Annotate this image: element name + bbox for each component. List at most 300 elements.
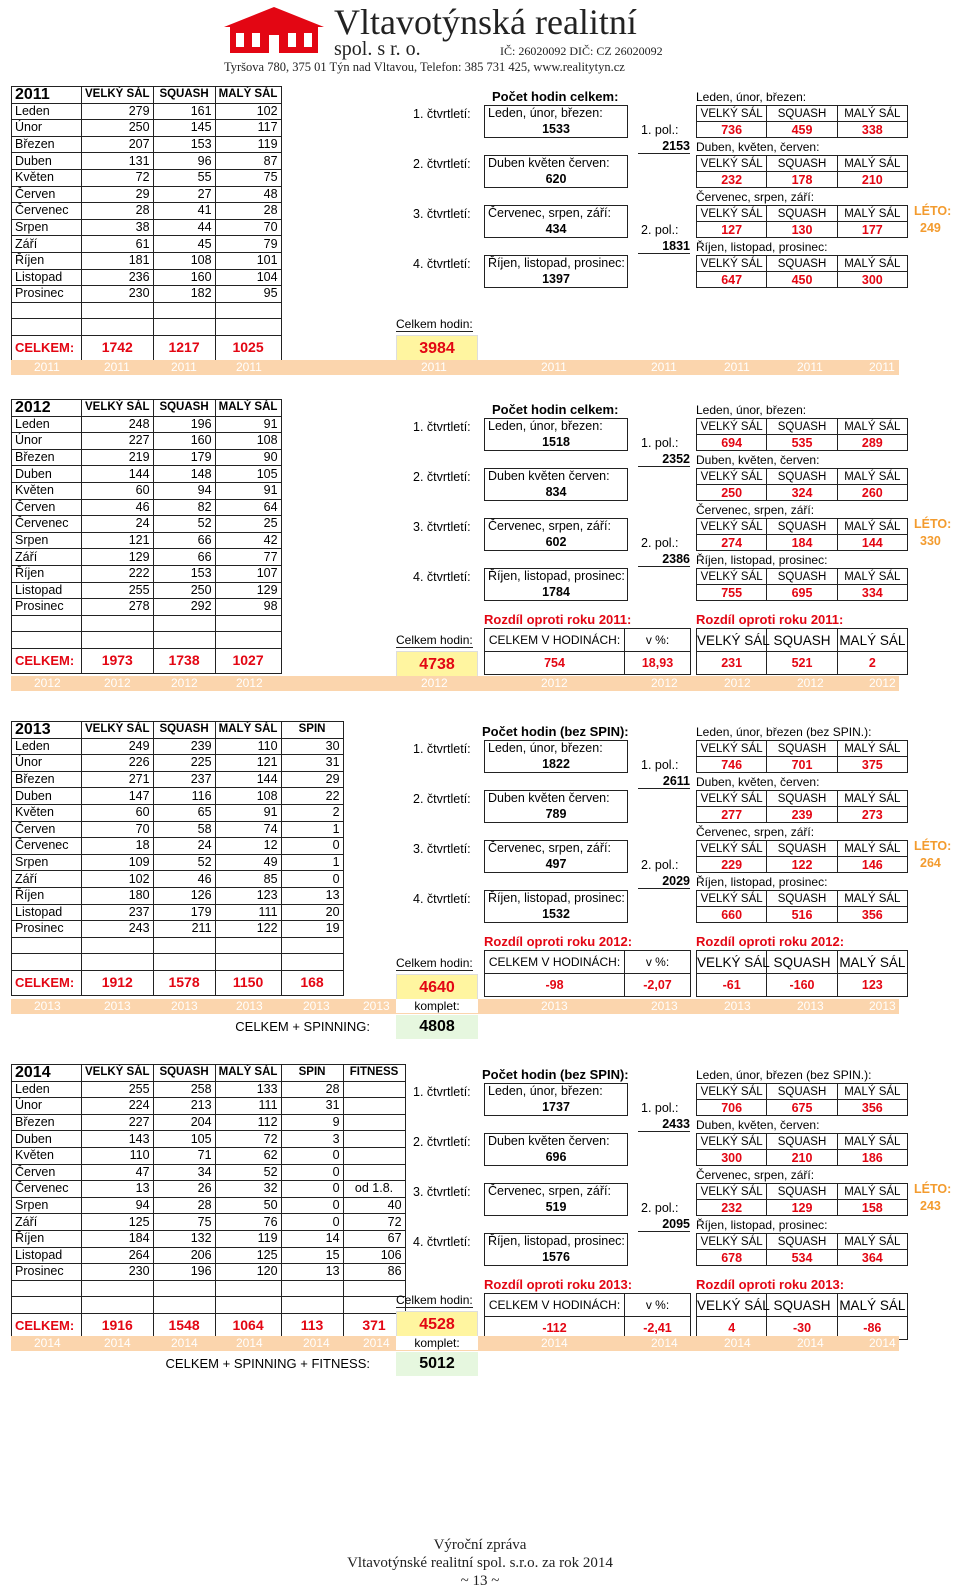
hours-header: Počet hodin celkem:	[492, 402, 619, 417]
cell-value: 179	[153, 904, 215, 921]
cell-value: 67	[343, 1230, 405, 1247]
quarter-hours: 834	[545, 484, 567, 499]
room-header-maly: MALÝ SÁL	[837, 1184, 907, 1200]
cell-value	[343, 1164, 405, 1181]
diff-room-header-maly: MALÝ SÁL	[837, 1294, 907, 1317]
table-header-row	[12, 1065, 406, 1082]
year-strip-label: 2014	[724, 1336, 751, 1350]
table-row	[12, 1197, 406, 1214]
cell-value: 47	[82, 1164, 154, 1181]
summer-label: LÉTO:	[914, 839, 952, 853]
summer-label: LÉTO:	[914, 517, 952, 531]
room-header-maly: MALÝ SÁL	[837, 419, 907, 435]
diff-room-value: -160	[767, 974, 837, 997]
blank-row	[12, 937, 344, 954]
diff-room-value: 4	[697, 1317, 767, 1340]
table-row	[12, 582, 282, 599]
cell-value: 144	[215, 771, 281, 788]
room-quarter-label: Duben, květen, červen:	[696, 453, 820, 467]
table-row	[12, 887, 344, 904]
year-strip-label: 2013	[797, 999, 824, 1013]
column-header-squash: SQUASH	[153, 1065, 215, 1082]
quarter-hours: 696	[545, 1149, 567, 1164]
room-quarter-table	[696, 568, 908, 601]
room-quarter-label: Říjen, listopad, prosinec:	[696, 240, 828, 254]
cell-value: 225	[153, 755, 215, 772]
cell-value: 70	[215, 219, 281, 236]
difference-table	[484, 950, 691, 997]
month-label: Říjen	[12, 887, 82, 904]
total-hours-value: 4528	[397, 1312, 478, 1339]
quarter-box	[484, 1183, 628, 1216]
month-label: Květen	[12, 804, 82, 821]
room-value: 129	[767, 1200, 837, 1216]
column-header-velky: VELKÝ SÁL	[82, 87, 154, 104]
cell-value: 112	[215, 1114, 281, 1131]
cell-value: 18	[82, 838, 154, 855]
blank-row	[12, 954, 344, 971]
column-header-spin: SPIN	[281, 1065, 343, 1082]
cell-value: 20	[281, 904, 343, 921]
half-year-label: 2. pol.:	[641, 858, 679, 872]
cell-value: 236	[82, 269, 154, 286]
totals-label: CELKEM:	[12, 970, 82, 995]
month-label: Leden	[12, 103, 82, 120]
cell-value: 77	[215, 549, 281, 566]
table-row	[12, 1114, 406, 1131]
cell-value: 94	[82, 1197, 154, 1214]
table-header-row	[12, 722, 344, 739]
cell-value: 117	[215, 120, 281, 137]
cell-value: 255	[82, 1081, 154, 1098]
difference-header: Rozdíl oproti roku 2013:	[484, 1277, 633, 1292]
total-value: 168	[281, 970, 343, 995]
table-row	[12, 252, 282, 269]
monthly-table	[11, 1064, 406, 1339]
room-quarter-label: Červenec, srpen, září:	[696, 190, 815, 204]
room-quarter-table	[696, 105, 908, 138]
cell-value: 13	[281, 887, 343, 904]
quarter-months: Říjen, listopad, prosinec:	[488, 891, 625, 906]
quarter-label: 2. čtvrtletí:	[413, 1135, 471, 1149]
total-value: 1064	[215, 1313, 281, 1338]
cell-value: 48	[215, 186, 281, 203]
difference-rooms-table	[696, 950, 908, 997]
cell-value: 85	[215, 871, 281, 888]
total-value: 371	[343, 1313, 405, 1338]
half-year-value: 2611	[638, 774, 690, 789]
quarter-box	[484, 790, 628, 823]
room-value: 338	[837, 122, 907, 138]
cell-value: 126	[153, 887, 215, 904]
quarter-label: 1. čtvrtletí:	[413, 420, 471, 434]
month-label: Duben	[12, 466, 82, 483]
quarter-label: 1. čtvrtletí:	[413, 742, 471, 756]
blank-row	[12, 319, 282, 336]
room-value: 144	[837, 535, 907, 551]
difference-rooms-header: Rozdíl oproti roku 2011:	[696, 612, 844, 627]
cell-value: 25	[215, 516, 281, 533]
room-value: 184	[767, 535, 837, 551]
room-header-velky: VELKÝ SÁL	[697, 569, 767, 585]
room-header-squash: SQUASH	[767, 1134, 837, 1150]
blank-cell	[82, 615, 154, 632]
room-header-velky: VELKÝ SÁL	[697, 519, 767, 535]
diff-room-header-maly: MALÝ SÁL	[837, 629, 907, 652]
room-header-velky: VELKÝ SÁL	[697, 1084, 767, 1100]
total-hours-box	[396, 335, 478, 363]
footer-company: Vltavotýnské realitní spol. s.r.o. za rok 2014	[347, 1555, 613, 1571]
room-header-squash: SQUASH	[767, 156, 837, 172]
total-value: 1742	[82, 335, 154, 360]
hours-header: Počet hodin celkem:	[492, 89, 619, 104]
year-strip-label: 2014	[303, 1336, 330, 1350]
cell-value: 133	[215, 1081, 281, 1098]
room-quarter-label: Červenec, srpen, září:	[696, 503, 815, 517]
year-label: 2012	[12, 400, 82, 417]
table-row	[12, 755, 344, 772]
cell-value: 74	[215, 821, 281, 838]
year-strip-label: 2014	[104, 1336, 131, 1350]
cell-value: 250	[153, 582, 215, 599]
cell-value: 50	[215, 1197, 281, 1214]
room-header-velky: VELKÝ SÁL	[697, 891, 767, 907]
room-header-velky: VELKÝ SÁL	[697, 106, 767, 122]
room-quarter-table	[696, 1133, 908, 1166]
half-year-value: 2386	[638, 552, 690, 567]
room-header-velky: VELKÝ SÁL	[697, 419, 767, 435]
room-value: 364	[837, 1250, 907, 1266]
cell-value: 213	[153, 1098, 215, 1115]
difference-rooms-table	[696, 628, 908, 675]
half-year-label: 2. pol.:	[641, 536, 679, 550]
room-value: 534	[767, 1250, 837, 1266]
column-header-maly: MALÝ SÁL	[215, 722, 281, 739]
room-header: Leden, únor, březen:	[696, 403, 807, 417]
room-value: 706	[697, 1100, 767, 1116]
table-row	[12, 153, 282, 170]
room-value: 146	[837, 857, 907, 873]
quarter-label: 3. čtvrtletí:	[413, 207, 471, 221]
column-header-velky: VELKÝ SÁL	[82, 722, 154, 739]
blank-cell	[12, 302, 82, 319]
quarter-months: Červenec, srpen, září:	[488, 1184, 611, 1199]
quarter-months: Leden, únor, březen:	[488, 106, 603, 121]
cell-value: 111	[215, 904, 281, 921]
quarter-label: 4. čtvrtletí:	[413, 257, 471, 271]
cell-value: 72	[82, 169, 154, 186]
cell-value: 98	[215, 599, 281, 616]
cell-value: 249	[82, 738, 154, 755]
room-value: 177	[837, 222, 907, 238]
room-quarter-label: Červenec, srpen, září:	[696, 1168, 815, 1182]
room-header: Leden, únor, březen (bez SPIN.):	[696, 1068, 872, 1082]
year-strip-label: 2013	[363, 999, 390, 1013]
cell-value: 9	[281, 1114, 343, 1131]
column-header-squash: SQUASH	[153, 87, 215, 104]
blank-cell	[215, 632, 281, 649]
quarter-hours: 1397	[542, 271, 570, 286]
quarter-hours: 434	[545, 221, 567, 236]
blank-cell	[82, 319, 154, 336]
year-strip-label: 2012	[104, 676, 131, 690]
room-header-maly: MALÝ SÁL	[837, 156, 907, 172]
half-year-value: 2352	[638, 452, 690, 467]
diff-room-header-velky: VELKÝ SÁL	[697, 629, 767, 652]
year-strip-label: 2012	[869, 676, 896, 690]
room-value: 356	[837, 1100, 907, 1116]
year-strip-label: 2011	[421, 360, 447, 374]
table-row	[12, 838, 344, 855]
monthly-table	[11, 399, 282, 674]
total-value: 1217	[153, 335, 215, 360]
cell-value: 120	[215, 1264, 281, 1281]
total-hours-label: Celkem hodin:	[396, 956, 473, 970]
half-year-label: 1. pol.:	[641, 123, 679, 137]
cell-value: 12	[215, 838, 281, 855]
year-strip-label: 2013	[541, 999, 568, 1013]
cell-value: 125	[82, 1214, 154, 1231]
year-strip-label: 2014	[363, 1336, 390, 1350]
room-value: 450	[767, 272, 837, 288]
quarter-hours: 1532	[542, 906, 570, 921]
cell-value: 206	[153, 1247, 215, 1264]
total-value: 1738	[153, 648, 215, 673]
diff-room-header-squash: SQUASH	[767, 1294, 837, 1317]
year-label: 2013	[12, 722, 82, 739]
room-header-velky: VELKÝ SÁL	[697, 791, 767, 807]
year-strip-label: 2013	[651, 999, 678, 1013]
quarter-label: 2. čtvrtletí:	[413, 157, 471, 171]
cell-value: 110	[82, 1147, 154, 1164]
cell-value: 237	[82, 904, 154, 921]
cell-value: 0	[281, 871, 343, 888]
cell-value: 66	[153, 549, 215, 566]
room-quarter-table	[696, 468, 908, 501]
table-row	[12, 482, 282, 499]
room-value: 334	[837, 585, 907, 601]
quarter-box	[484, 155, 628, 188]
total-value: 1025	[215, 335, 281, 360]
blank-cell	[12, 954, 82, 971]
cell-value: 28	[82, 203, 154, 220]
cell-value: 0	[281, 838, 343, 855]
column-header-fitness: FITNESS	[343, 1065, 405, 1082]
totals-row	[12, 970, 344, 995]
room-quarter-table	[696, 418, 908, 451]
total-hours-value: 4640	[397, 975, 478, 1002]
table-row	[12, 549, 282, 566]
month-label: Listopad	[12, 582, 82, 599]
room-value: 127	[697, 222, 767, 238]
cell-value: 52	[153, 516, 215, 533]
room-header-velky: VELKÝ SÁL	[697, 741, 767, 757]
quarter-hours: 1737	[542, 1099, 570, 1114]
blank-cell	[12, 632, 82, 649]
room-header-maly: MALÝ SÁL	[837, 891, 907, 907]
cell-value: 108	[215, 788, 281, 805]
month-label: Březen	[12, 449, 82, 466]
cell-value: 19	[281, 921, 343, 938]
diff-pct-value: 18,93	[625, 652, 691, 675]
cell-value: 107	[215, 565, 281, 582]
total-value: 1973	[82, 648, 154, 673]
month-label: Duben	[12, 1131, 82, 1148]
cell-value: 109	[82, 854, 154, 871]
cell-value: 94	[153, 482, 215, 499]
room-header-velky: VELKÝ SÁL	[697, 1184, 767, 1200]
table-row	[12, 1247, 406, 1264]
year-strip-label: 2013	[34, 999, 61, 1013]
half-year-value: 2029	[638, 874, 690, 889]
room-quarter-table	[696, 518, 908, 551]
month-label: Listopad	[12, 1247, 82, 1264]
quarter-box	[484, 418, 628, 451]
room-header-maly: MALÝ SÁL	[837, 841, 907, 857]
column-header-maly: MALÝ SÁL	[215, 400, 281, 417]
table-row	[12, 1147, 406, 1164]
cell-value: 181	[82, 252, 154, 269]
quarter-months: Červenec, srpen, září:	[488, 519, 611, 534]
month-label: Leden	[12, 1081, 82, 1098]
cell-value: 72	[343, 1214, 405, 1231]
difference-header: Rozdíl oproti roku 2012:	[484, 934, 633, 949]
cell-value: 101	[215, 252, 281, 269]
room-value: 210	[767, 1150, 837, 1166]
month-label: Červenec	[12, 203, 82, 220]
blank-cell	[281, 1280, 343, 1297]
quarter-hours: 519	[545, 1199, 567, 1214]
year-strip-label: 2014	[34, 1336, 61, 1350]
company-address: Tyršova 780, 375 01 Týn nad Vltavou, Telefon: 385 731 425, www.realitytyn.cz	[224, 60, 625, 74]
cell-value: 119	[215, 1230, 281, 1247]
table-row	[12, 921, 344, 938]
room-header-velky: VELKÝ SÁL	[697, 206, 767, 222]
quarter-box	[484, 1133, 628, 1166]
year-strip-label: 2011	[34, 360, 60, 374]
cell-value: 226	[82, 755, 154, 772]
table-row	[12, 1164, 406, 1181]
month-label: Březen	[12, 136, 82, 153]
blank-cell	[215, 937, 281, 954]
blank-cell	[215, 302, 281, 319]
diff-pct-value: -2,07	[625, 974, 691, 997]
totals-label: CELKEM:	[12, 1313, 82, 1338]
table-row	[12, 1098, 406, 1115]
room-value: 535	[767, 435, 837, 451]
diff-room-value: 123	[837, 974, 907, 997]
table-row	[12, 1230, 406, 1247]
diff-room-value: -86	[837, 1317, 907, 1340]
hours-header: Počet hodin (bez SPIN):	[482, 1067, 629, 1082]
cell-value: 0	[281, 1214, 343, 1231]
room-quarter-table	[696, 205, 908, 238]
cell-value: 258	[153, 1081, 215, 1098]
total-hours-box	[396, 974, 478, 1002]
cell-value: 62	[215, 1147, 281, 1164]
cell-value: 44	[153, 219, 215, 236]
cell-value: 227	[82, 433, 154, 450]
cell-value: 230	[82, 1264, 154, 1281]
blank-cell	[82, 1297, 154, 1314]
cell-value: 102	[215, 103, 281, 120]
diff-room-header-velky: VELKÝ SÁL	[697, 951, 767, 974]
diff-room-value: -61	[697, 974, 767, 997]
blank-cell	[12, 615, 82, 632]
table-row	[12, 516, 282, 533]
blank-row	[12, 632, 282, 649]
blank-cell	[215, 1297, 281, 1314]
totals-label: CELKEM:	[12, 335, 82, 360]
year-strip-label: 2014	[171, 1336, 198, 1350]
blank-row	[12, 1297, 406, 1314]
cell-value: 13	[82, 1181, 154, 1198]
cell-value: 219	[82, 449, 154, 466]
room-value: 229	[697, 857, 767, 873]
cell-value: 211	[153, 921, 215, 938]
room-header: Leden, únor, březen:	[696, 90, 807, 104]
cell-value: 129	[215, 582, 281, 599]
diff-pct-label: v %:	[625, 629, 691, 652]
cell-value: 70	[82, 821, 154, 838]
diff-room-header-squash: SQUASH	[767, 951, 837, 974]
cell-value: 129	[82, 549, 154, 566]
month-label: Červenec	[12, 1181, 82, 1198]
cell-value: 28	[215, 203, 281, 220]
diff-hours-value: 754	[485, 652, 625, 675]
blank-cell	[215, 1280, 281, 1297]
cell-value: 13	[281, 1264, 343, 1281]
cell-value: 122	[215, 921, 281, 938]
cell-value: 0	[281, 1197, 343, 1214]
quarter-box	[484, 840, 628, 873]
cell-value: 64	[215, 499, 281, 516]
cell-value: 3	[281, 1131, 343, 1148]
room-header-squash: SQUASH	[767, 891, 837, 907]
year-strip-label: 2011	[797, 360, 823, 374]
blank-cell	[82, 937, 154, 954]
cell-value: 108	[153, 252, 215, 269]
month-label: Září	[12, 549, 82, 566]
cell-value: 132	[153, 1230, 215, 1247]
total-value: 1548	[153, 1313, 215, 1338]
table-row	[12, 169, 282, 186]
total-hours-box	[396, 651, 478, 679]
company-logo-icon	[222, 5, 326, 55]
room-header-squash: SQUASH	[767, 741, 837, 757]
year-strip-label: 2012	[724, 676, 751, 690]
room-value: 260	[837, 485, 907, 501]
blank-cell	[153, 302, 215, 319]
year-strip-label: 2012	[34, 676, 61, 690]
room-value: 701	[767, 757, 837, 773]
room-value: 158	[837, 1200, 907, 1216]
room-value: 459	[767, 122, 837, 138]
quarter-months: Červenec, srpen, září:	[488, 841, 611, 856]
blank-cell	[12, 937, 82, 954]
table-row	[12, 236, 282, 253]
total-value: 1578	[153, 970, 215, 995]
cell-value	[343, 1131, 405, 1148]
month-label: Srpen	[12, 219, 82, 236]
cell-value: 0	[281, 1181, 343, 1198]
year-strip-label: 2013	[724, 999, 751, 1013]
month-label: Říjen	[12, 252, 82, 269]
total-value: 1150	[215, 970, 281, 995]
summer-label: LÉTO:	[914, 1182, 952, 1196]
cell-value: 148	[153, 466, 215, 483]
diff-room-value: 521	[767, 652, 837, 675]
